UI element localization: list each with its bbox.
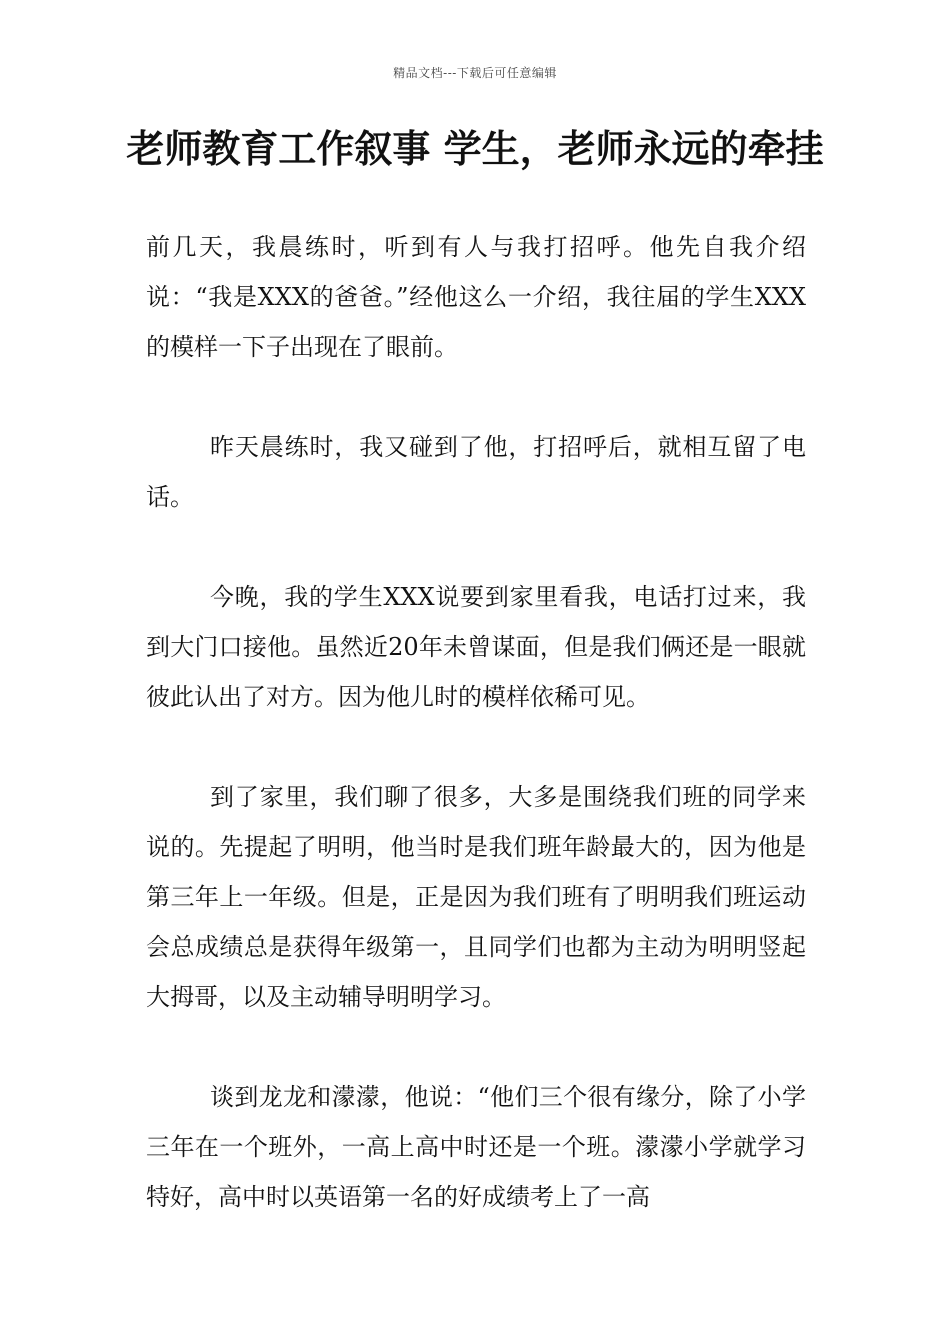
paragraph-4: 到了家里，我们聊了很多，大多是围绕我们班的同学来说的。先提起了明明，他当时是我们班年龄最大的，因为他是第三年上一年级。但是，正是因为我们班有了明明我们班运动会总成绩总是获得年级第一，且同学们也都为主动为明明竖起大拇哥，以及主动辅导明明学习。	[146, 783, 806, 1011]
page-header: 精品文档---下载后可任意编辑	[393, 66, 557, 80]
document-body	[146, 222, 806, 1222]
paragraph-1: 前几天，我晨练时，听到有人与我打招呼。他先自我介绍说：“我是XXX的爸爸。”经他这么一介绍，我往届的学生XXX的模样一下子出现在了眼前。	[146, 233, 806, 361]
paragraph-5: 谈到龙龙和濛濛，他说：“他们三个很有缘分，除了小学三年在一个班外，一高上高中时还是一个班。濛濛小学就学习特好，高中时以英语第一名的好成绩考上了一高	[146, 1083, 806, 1211]
paragraph-3: 今晚，我的学生XXX说要到家里看我，电话打过来，我到大门口接他。虽然近20年未曾谋面，但是我们俩还是一眼就彼此认出了对方。因为他儿时的模样依稀可见。	[146, 583, 806, 711]
document-title: 老师教育工作叙事 学生，老师永远的牵挂	[126, 127, 824, 171]
paragraph-2: 昨天晨练时，我又碰到了他，打招呼后，就相互留了电话。	[146, 433, 806, 511]
